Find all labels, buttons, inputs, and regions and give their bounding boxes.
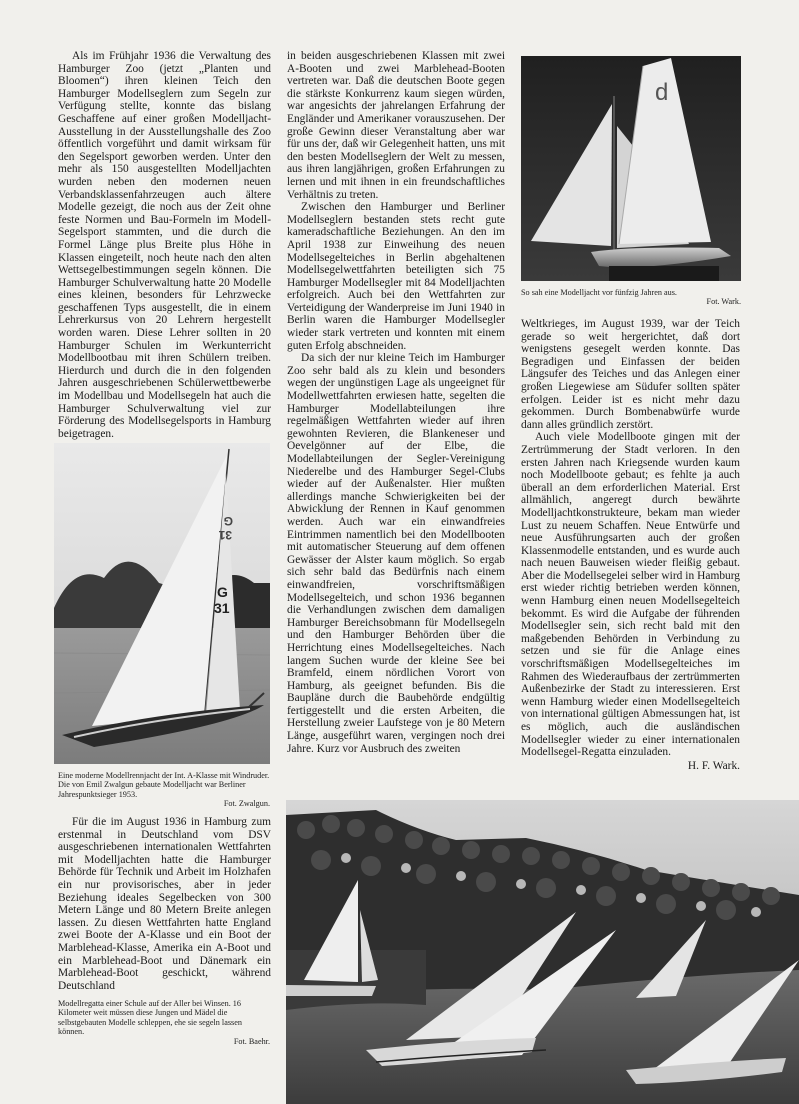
article-column-1 [58,50,271,440]
paragraph: Auch viele Modellboote gingen mit der Zertrümmerung der Stadt verloren. In den ersten Jahren nach Kriegsende wurden kaum noch Modellboote gebaut; es fehlte ja auch überall an dem erforderlichen Material. Erst allmählich, angeregt durch bewährte Modelljachtkonstrukteure, bekam man wieder Lust zu neuem Schaffen. Neue Entwürfe und neue Ausführungsarten auch der großen Klassenmodelle entstanden, und es wurde auch nach neuen Bauweisen wieder fleißig gebaut. Aber die Modellsegelei selber wird in Hamburg erst wieder richtig betrieben werden können, wenn Hamburg einen neuen Modellsegelteich bekommt. Es wird die Aufgabe der führenden Modellsegler sein, sich recht bald mit den maßgebenden Behörden in Verbindung zu setzen und sie für die Anlage eines vorschriftsmäßigen Modellsegelteiches im Rahmen des Wiederaufbaus der zertrümmerten Außenbezirke der Stadt zu interessieren. Erst wenn Hamburg wieder einen Modellsegelteich von international gültigen Abmessungen hat, ist es möglich, auch die ausländischen Modellsegler wieder zu einer internationalen Modellsegel-Regatta einzuladen. [521,431,740,759]
caption-text: Eine moderne Modellrennjacht der Int. A-Klasse mit Windruder. Die von Emil Zwalgun gebaute Modelljacht war Berliner Jahrespunktsieger 1953. [58,771,270,799]
paragraph: Für die im August 1936 in Hamburg zum erstenmal in Deutschland vom DSV ausgeschriebenen internationalen Wettfahrten mit Modelljachten hatte die Hamburger Behörde für Technik und Arbeit im Holzhafen ein nur provisorisches, aber in jeder Beziehung ideales Segelbecken von 300 Metern Länge und 80 Metern Breite anlegen lassen. Zu diesen Wettfahrten hatte England zwei Boote der A-Klasse und ein Boot der Marblehead-Klasse, Amerika ein A-Boot und ein Marblehead-Boot und Dänemark ein Marblehead-Boot geschickt, während Deutschland [58,816,271,992]
racing-yacht-caption [58,771,270,809]
author-signature: H. F. Wark. [687,759,740,772]
article-column-2 [287,50,505,755]
sail-number: 31 [214,600,230,616]
sail-letter: d [655,79,669,106]
sail-letter: G [217,584,228,600]
article-column-3 [521,318,740,772]
paragraph: Da sich der nur kleine Teich im Hamburger Zoo sehr bald als zu klein und besonders wegen der ungünstigen Lage als ungeeignet für Modellwettfahrten erwiesen hatte, segelten die Hamburger Modellabteilungen ihre regelmäßigen Wettfahrten wieder auf ihren gewohnten Revieren, die Blankeneser und Oevelgönner auf der Elbe, die Modellabteilungen der Segler-Vereinigung Niederelbe und des Hamburger Segel-Clubs wieder auf der Außenalster. Hier mußten allerdings manche Schwierigkeiten bei der Abwicklung der Rennen in Kauf genommen werden. Auch war ein einwandfreies Eintrimmen namentlich bei den Modellbooten mit automatischer Steuerung auf dem offenen Gewässer der Alster kaum möglich. So ergab sich sehr bald das Bedürfnis nach einem einwandfreien, vorschriftsmäßigen Modellsegelteich, und schon 1936 begannen die Verhandlungen zwischen dem damaligen Hamburger Bereichsobmann für Modellsegeln und den Hamburger Behörden über die Herrichtung eines Modellsegelteiches. Nach langem Suchen wurde der kleine See bei Bramfeld, einem nördlichen Vorort von Hamburg, als geeignet befunden. Bis die Baupläne durch die Baubehörde endgültig fertiggestellt und die ersten Arbeiten, die Herstellung zweier Laufstege von je 80 Metern Länge, ausgeführt waren, vergingen noch drei Jahre. Kurz vor Ausbruch des zweiten [287,352,505,755]
old-yacht-caption [521,288,741,307]
caption-credit: Fot. Wark. [706,297,741,307]
racing-yacht-photo [54,443,270,764]
paragraph: Als im Frühjahr 1936 die Verwaltung des Hamburger Zoo (jetzt „Planten und Bloomen“) ihren kleinen Teich den Hamburger Modellseglern zum Segeln zur Verfügung stellte, konnte das bislang Geschaffene auf einer großen Modelljacht-Ausstellung in der Ausstellungshalle des Zoo öffentlich vorgeführt und damit wirksam für den Segelsport geworben werden. Unter den mehr als 150 ausgestellten Modelljachten wurden neben den modernen neuen Verbandsklassenfahrzeugen auch ältere Modelle gezeigt, die noch aus der Zeit ohne feste Normen und Bau-Formeln im Modell-Segelsport stammten, und die durch die Formel Länge plus Breite plus Höhe in Klassen eingeteilt, noch heute nach den alten Wettsegelbestimmungen segeln können. Die Hamburger Schulverwaltung hatte 20 Modelle eines kleinen, besonders für Lehrzwecke geschaffenen Typs ausgestellt, die in einem Lehrerkursus von 20 Lehrern hergestellt worden waren. Diese Lehrer sollten in 20 Hamburger Schulen im Werkunterricht Modellbootbau mit ihren Schülern treiben. Hierdurch und durch die in den folgenden Jahren ausgeschriebenen Schülerwettbewerbe im Modellbau und Modellsegeln hat auch die Hamburger Schulverwaltung viel zur Förderung des Modellsegelsports in Hamburg beigetragen. [58,50,271,440]
regatta-caption [58,999,270,1046]
caption-text: So sah eine Modelljacht vor fünfzig Jahren aus. [521,288,677,297]
caption-text: Modellregatta einer Schule auf der Aller bei Winsen. 16 Kilometer weit müssen diese Jungen und Mädel die selbstgebauten Modelle schleppen, ehe sie segeln lassen können. [58,999,242,1037]
paragraph: in beiden ausgeschriebenen Klassen mit zwei A-Booten und zwei Marblehead-Booten vertreten war. Daß die deutschen Boote gegen die stärkste Konkurrenz kaum siegen würden, war angesichts der jahrelangen Erfahrung der Engländer und Amerikaner vorauszusehen. Der große Gewinn dieser Veranstaltung aber war für uns der, daß wir Gelegenheit hatten, uns mit den besten Modellseglern der Welt zu messen, aus ihren langjährigen, großen Erfahrungen zu lernen und mit ihnen in ein freundschaftliches Verhältnis zu treten. [287,50,505,201]
caption-credit: Fot. Baehr. [233,1036,270,1046]
old-yacht-photo [521,56,741,281]
paragraph: Zwischen den Hamburger und Berliner Modellseglern bestanden stets recht gute kameradschaftliche Beziehungen. An den im April 1938 zur Einweihung des neuen Modellsegelteiches in Berlin abgehaltenen Modellsegelwettfahrten beteiligten sich 75 Hamburger Modellsegler mit 84 Modelljachten erfolgreich. Auch bei den Wettfahrten zur Verteidigung der Wanderpreise im Juni 1940 in Berlin waren die Hamburger Modellsegler wieder stark vertreten und konnten mit einem guten Erfolg abschneiden. [287,201,505,352]
paragraph: Weltkrieges, im August 1939, war der Teich gerade so weit hergerichtet, daß dort wenigstens gesegelt werden konnte. Das Begradigen und Einfassen der beiden Längsufer des Teiches und das Anlegen einer großen Liegewiese am Südufer sollten später erfolgen. Leider ist es nicht mehr dazu gekommen. Durch Bombenabwürfe wurde dann alles gründlich zerstört. [521,318,740,431]
caption-credit: Fot. Zwalgun. [223,799,270,809]
regatta-photo [286,800,799,1104]
svg-text:31: 31 [218,528,232,542]
article-column-4 [58,816,271,992]
svg-text:G: G [223,514,233,528]
